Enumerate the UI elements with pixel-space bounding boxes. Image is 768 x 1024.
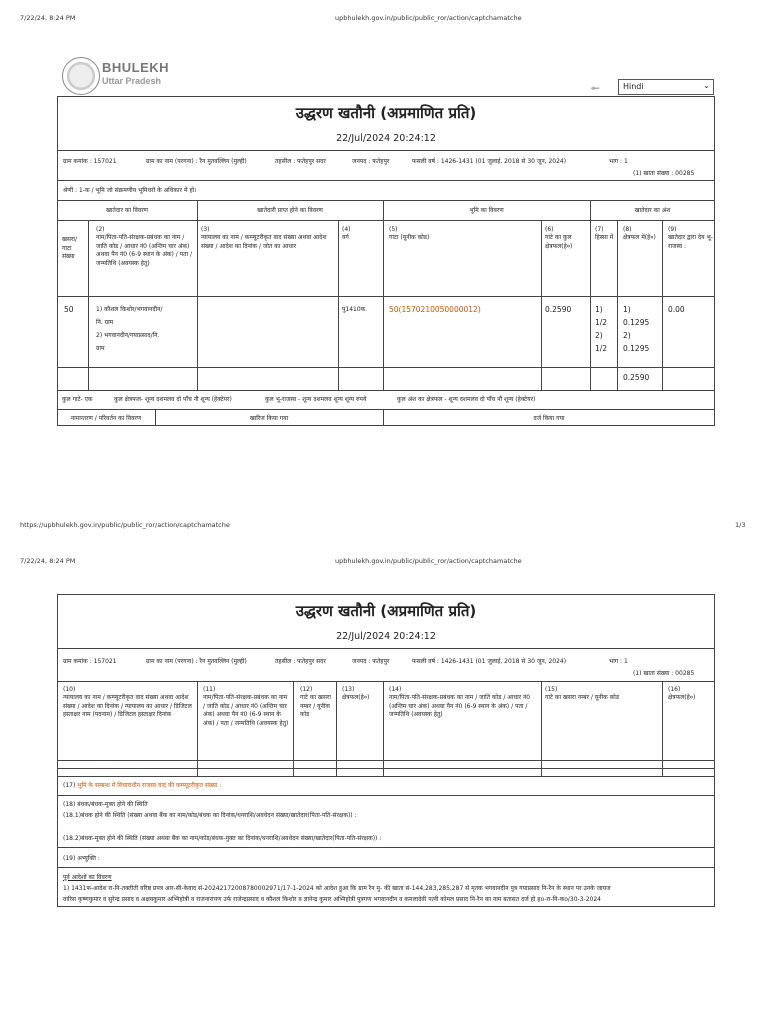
removed-head: खारिज किया गया	[249, 415, 289, 422]
part-2: भाग : 1	[609, 658, 628, 665]
category: श्रेणी : 1-क / भूमि जो संक्रमणीय भूमिधरों के अधिकार में हो।	[63, 187, 197, 194]
language-select[interactable]	[618, 79, 714, 95]
print-footer-url: https://upbhulekh.gov.in/public/public_ror/action/captchamatche	[20, 521, 230, 529]
group-basis: खातेदारी प्राप्त होने का विवरण	[257, 207, 323, 214]
doc-datetime: 22/Jul/2024 20:24:12	[336, 133, 436, 144]
village-name: ग्राम का नाम (परगना) : रैन मुतवल्लिन (मुल्ही)	[146, 158, 247, 165]
col-8-num: (8)	[623, 226, 632, 233]
fasli-year: फसली वर्ष : 1426-1431 (01 जुलाई, 2018 से 30 जून, 2024)	[412, 158, 567, 165]
col-15-num: (15)	[545, 686, 558, 693]
col-11-num: (11)	[203, 686, 216, 693]
col-11: नाम/पिता-पति-संरक्षक-प्रबंधक का नाम / जाति कोड / आधार नं0 (अन्तिम चार अंक) अथवा पैन नं0 (6-9 स्थान के अंक) / पता / जन्मतिथि (अवयस्क हेतु)	[203, 694, 289, 727]
bhulekh-logo-icon	[62, 57, 100, 95]
col-9: खातेदार द्वारा देय भू-राजस्व :	[668, 234, 713, 250]
col-khasra: खसरा/ गाटा संख्या	[62, 236, 77, 260]
col-8: क्षेत्रफल में(हे०)	[623, 234, 656, 241]
village-code-2: ग्राम कमांक : 157021	[63, 658, 117, 665]
part: भाग : 1	[609, 158, 628, 165]
total-share: कुल अंश का क्षेत्रफल - शून्य दशमलव दो पाँच नौ शून्य (हेक्टेयर)	[397, 396, 536, 403]
district: जनपद : फतेहपुर	[352, 158, 390, 165]
col-5-num: (5)	[389, 226, 398, 233]
section-17: (17) भूमि के सम्बन्ध में विचाराधीन राजस्व वाद की कम्प्यूटरीकृत संख्या :	[63, 782, 222, 789]
village-name-2: ग्राम का नाम (परगना) : रैन मुतवल्लिन (मुल्ही)	[146, 658, 247, 665]
print-page-number: 1/3	[735, 521, 746, 529]
print-datetime: 7/22/24, 8:24 PM	[20, 14, 76, 22]
col-13: क्षेत्रफल(हे०)	[342, 694, 370, 701]
col-4-num: (4)	[342, 226, 351, 233]
row-gata-link[interactable]: 50(1570210050000012)	[389, 305, 481, 314]
tehsil: तहसील : फतेहपुर सदर	[275, 158, 326, 165]
col-5: गाटा (यूनीक कोड)	[389, 234, 430, 241]
col-10-num: (10)	[63, 686, 76, 693]
row-khasra: 50	[64, 305, 74, 314]
doc-title-2: उद्धरण खतौनी (अप्रमाणित प्रति)	[295, 602, 477, 620]
village-code: ग्राम कमांक : 157021	[63, 158, 117, 165]
print-url-2: upbhulekh.gov.in/public/public_ror/action/captchamatche	[335, 557, 522, 565]
group-land: भूमि का विवरण	[469, 207, 504, 214]
group-share: खातेदार का अंश	[634, 207, 671, 214]
col-9-num: (9)	[668, 226, 677, 233]
col-4: वर्ग	[342, 234, 349, 241]
print-datetime-2: 7/22/24, 8:24 PM	[20, 557, 76, 565]
col-7-num: (7)	[595, 226, 604, 233]
total-area: कुल क्षेत्रफल- शून्य दशमलव दो पाँच नौ शून्य (हेक्टेयर)	[114, 396, 232, 403]
col-16-num: (16)	[668, 686, 681, 693]
row-share: 1) 1/2 2) 1/2	[595, 305, 608, 353]
col-3: न्यायालय का नाम / कम्प्यूटरीकृत वाद संख्या अथवा आदेश संख्या / आदेश का दिनांक / जोत का आधार	[201, 234, 327, 250]
col-13-num: (13)	[342, 686, 355, 693]
section-18-1: (18.1)बंधक होने की स्थिति (संख्या अथवा बैंक का नाम/कोड/बंधक का दिनांक/धनराशि/अवधेदन संख्या/खातेदार(पिता-पति-संरक्षक)) :	[63, 812, 357, 819]
total-revenue: कुल भू-राजस्व - शून्य दशमलव शून्य शून्य रुपये	[265, 396, 367, 403]
chevron-down-icon: ⌄	[703, 81, 710, 90]
row-area: 1) 0.1295 2) 0.1295	[623, 305, 650, 353]
col-6-num: (6)	[545, 226, 554, 233]
group-owner: खातेदार का विवरण	[105, 207, 149, 214]
prev-orders-line-2: वारिस कृष्णकुमार व सुरेन्द्र प्रसाद व अक्षयकुमार अभ्निहोत्री व राजनारायण उर्फ राजेन्द्रप्रसाद व कौशल किशोर व ज्ञानेन्द्र कुमार अभ्निहोत्री पुत्रगण भगवानदीन व कमलादेवी पत्नी कोमल प्रसाद नि-रैन का नाम बतासत दर्ज हो हo-रा-नि-कo/30-3-2024	[63, 896, 601, 903]
col-2-num: (2)	[96, 226, 105, 233]
col-14: नाम/पिता-पति-संरक्षक-प्रबंधक का नाम / जाति कोड / आधार नं0 (अन्तिम चार अंक) अथवा पैन नं0 (6-9 स्थान के अंक) / पता / जन्मतिथि (अवयस्क हेतु)	[389, 694, 531, 718]
row-area-total: 0.2590	[623, 373, 650, 382]
row-revenue: 0.00	[668, 305, 685, 314]
col-16: क्षेत्रफल(हे०)	[668, 694, 696, 701]
entered-head: दर्ज किया गया	[533, 415, 565, 422]
section-19: (19) अभ्युक्ति :	[63, 855, 100, 862]
khata-number: (1) खाता संख्या : 00285	[633, 170, 695, 177]
col-15: गाटे का खसरा नम्बर / यूनीक कोड	[545, 694, 620, 701]
col-7: हिस्सा में	[595, 234, 614, 241]
prev-orders-line-1: 1) 1431फ-आदेश रा-नि-तक्तीती वरिष्ठ प्रपत्र आर-सी-केवाद सं-20242172008780002971/17-1-2024 को आदेश हुआ कि ग्राम रैन मु- की खाता सं-144,283,285,287 से मृतक भगवानदीन पुत्र गयाप्रसाद नि-रैन के स्थान पर उनके जायज	[63, 885, 611, 892]
col-12-num: (12)	[300, 686, 313, 693]
total-gata: कुल गाटे- एक	[62, 396, 93, 403]
prev-orders-head: पूर्व आदेशों का विवरण	[63, 874, 112, 881]
col-3-num: (3)	[201, 226, 210, 233]
mutation-head: नामान्तरण / परिवर्तन का विवरण	[70, 415, 142, 422]
col-12: गाटे का खसरा नम्बर / यूनीक कोड	[300, 694, 331, 718]
col-2: नाम/पिता-पति-संरक्षक-प्रबंधक का नाम / जाति कोड / आधार नं0 (अन्तिम चार अंक) अथवा पैन नं0 (6-9 स्थान के अंक) / पता / जन्मतिथि (अवयस्क हेतु)	[96, 234, 192, 267]
doc-title: उद्धरण खतौनी (अप्रमाणित प्रति)	[295, 104, 477, 122]
section-18: (18) बंधक/बंधक-मुक्त होने की स्थिति	[63, 801, 148, 808]
brand-state: Uttar Pradesh	[102, 76, 162, 86]
col-10: न्यायालय का नाम / कम्प्यूटरीकृत वाद संख्या अथवा आदेश संख्या / आदेश का दिनांक / न्यायालय का आधार / डिजिटल हस्ताक्षर नाम (पदनाम) / डिजिटल हस्ताक्षर दिनांक	[63, 694, 192, 718]
print-url: upbhulekh.gov.in/public/public_ror/action/captchamatche	[335, 14, 522, 22]
district-2: जनपद : फतेहपुर	[352, 658, 390, 665]
col-6: गाटे का कुल क्षेत्रफल(हे०)	[545, 234, 573, 250]
col-14-num: (14)	[389, 686, 402, 693]
row-total-area: 0.2590	[545, 305, 572, 314]
khata-number-2: (1) खाता संख्या : 00285	[633, 670, 695, 677]
row-owners: 1) कौशल किशोर/भगवानदीन/ नि. ग्राम 2) भगवानदीन/गयाप्रसाद/नि. ग्राम	[96, 306, 163, 352]
section-18-2: (18.2)बंधक-मुक्त होने की स्थिति (संख्या अथवा बैंक का नाम/कोड/बंधक-मुक्त का दिनांक/धनराशि/अवधेदन संख्या/खातेदार(पिता-पति-संरक्षक)) :	[63, 835, 382, 842]
fasli-year-2: फसली वर्ष : 1426-1431 (01 जुलाई, 2018 से 30 जून, 2024)	[412, 658, 567, 665]
brand-name: BHULEKH	[102, 60, 170, 75]
tehsil-2: तहसील : फतेहपुर सदर	[275, 658, 326, 665]
language-select-value: Hindi	[623, 82, 644, 91]
doc-datetime-2: 22/Jul/2024 20:24:12	[336, 631, 436, 642]
back-arrow-icon[interactable]: 🠘	[590, 82, 600, 95]
row-varg: पु1410क.	[342, 306, 368, 313]
